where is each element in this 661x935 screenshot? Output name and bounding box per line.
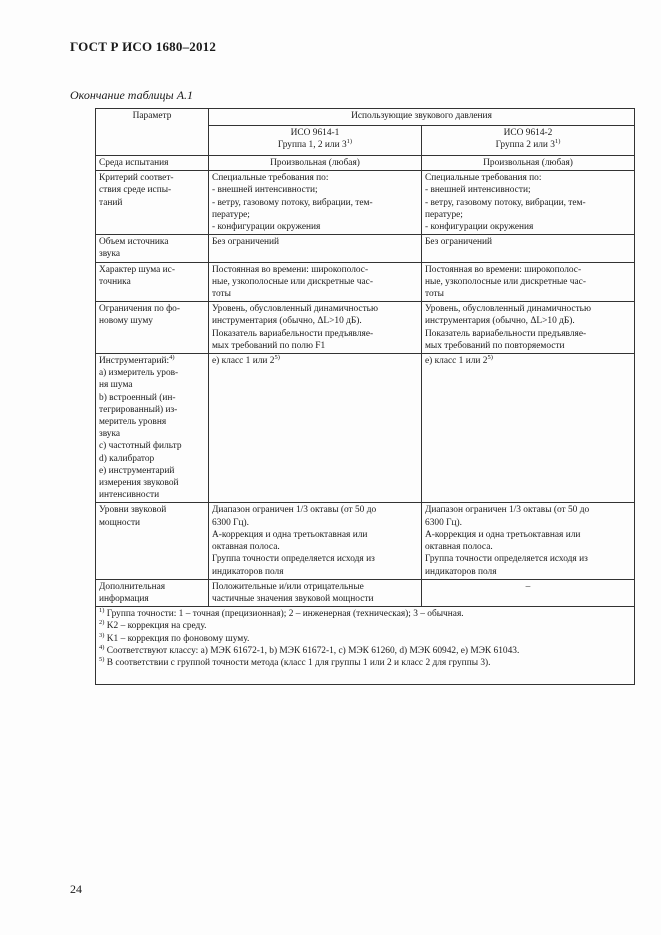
table-row xyxy=(96,354,635,503)
document-title: ГОСТ Р ИСО 1680–2012 xyxy=(70,39,217,54)
value-cell: Произвольная (любая) xyxy=(209,156,422,171)
value-cell: Без ограничений xyxy=(422,235,635,262)
param-cell: Объем источника звука xyxy=(96,235,209,262)
value-cell: e) класс 1 или 2$^{5)}$ xyxy=(209,354,422,503)
value-cell: – xyxy=(422,579,635,606)
param-cell: Ограничения по фо- новому шуму xyxy=(96,302,209,354)
value-cell: Диапазон ограничен 1/3 октавы (от 50 до 6300 Гц). А-коррекция и одна третьоктавная или октавная полоса. Группа точности определяется исходя из индикаторов поля xyxy=(209,503,422,579)
footnote: $^{3)}$ K1 – коррекция по фоновому шуму. xyxy=(99,631,250,644)
param-cell: Критерий соответ- ствия среде испы- таний xyxy=(96,171,209,235)
table-notes-row xyxy=(96,607,635,685)
table-row xyxy=(96,302,635,354)
value-cell: Уровень, обусловленный динамичностью инструментария (обычно, ΔL>10 дБ). Показатель вариабельности предъявляе- мых требований по повторяемости xyxy=(422,302,635,354)
value-cell: Специальные требования по: - внешней интенсивности; - ветру, газовому потоку, вибрации, тем- пературе; - конфигурации окружения xyxy=(422,171,635,235)
col2-header xyxy=(422,125,635,155)
standards-table xyxy=(95,108,635,685)
group-header: Использующие звукового давления xyxy=(209,109,635,126)
table-row xyxy=(96,262,635,302)
table-row xyxy=(96,235,635,262)
col1-header xyxy=(209,125,422,155)
table-row xyxy=(96,171,635,235)
value-cell: Положительные и/или отрицательные частичные значения звуковой мощности xyxy=(209,579,422,606)
table-row xyxy=(96,156,635,171)
col2-group: Группа 2 или 3$^{1)}$ xyxy=(495,137,561,150)
value-cell: Без ограничений xyxy=(209,235,422,262)
value-cell: Произвольная (любая) xyxy=(422,156,635,171)
param-cell: Инструментарий:$^{4)}$ а) измеритель уров- ня шума b) встроенный (ин- тегрированный) из- меритель уровня звука c) частотный фильтр d) калибратор e) инструментарий измерения звуковой интенсивности xyxy=(96,354,209,503)
footnote: $^{5)}$ В соответствии с группой точности метода (класс 1 для группы 1 или 2 и класс 2 для группы 3). xyxy=(99,655,491,668)
col2-standard: ИСО 9614-2 xyxy=(503,127,553,138)
value-cell: e) класс 1 или 2$^{5)}$ xyxy=(422,354,635,503)
param-cell: Уровни звуковой мощности xyxy=(96,503,209,579)
footnote: $^{1)}$ Группа точности: 1 – точная (прецизионная); 2 – инженерная (техническая); 3 – обычная. xyxy=(99,606,464,620)
value-cell: Постоянная во времени: широкополос- ные, узкополосные или дискретные час- тоты xyxy=(209,262,422,302)
value-cell: Специальные требования по: - внешней интенсивности; - ветру, газовому потоку, вибрации, тем- пературе; - конфигурации окружения xyxy=(209,171,422,235)
table-row xyxy=(96,579,635,606)
param-cell: Дополнительная информация xyxy=(96,579,209,606)
value-cell: Уровень, обусловленный динамичностью инструментария (обычно, ΔL>10 дБ). Показатель вариабельности предъявляе- мых требований по полю F1 xyxy=(209,302,422,354)
footnote: $^{4)}$ Соответствуют классу: а) МЭК 61672-1, b) МЭК 61672-1, c) МЭК 61260, d) МЭК 60942, e) МЭК 61043. xyxy=(99,643,520,656)
param-header: Параметр xyxy=(96,109,209,156)
param-cell: Характер шума ис- точника xyxy=(96,262,209,302)
col1-standard: ИСО 9614-1 xyxy=(290,127,340,138)
table-caption: Окончание таблицы А.1 xyxy=(70,88,194,102)
footnote: $^{2)}$ K2 – коррекция на среду. xyxy=(99,619,207,632)
param-cell: Среда испытания xyxy=(96,156,209,171)
table-notes xyxy=(96,607,635,685)
table-row xyxy=(96,503,635,579)
col1-group: Группа 1, 2 или 3$^{1)}$ xyxy=(277,137,353,150)
value-cell: Диапазон ограничен 1/3 октавы (от 50 до 6300 Гц). А-коррекция и одна третьоктавная или октавная полоса. Группа точности определяется исходя из индикаторов поля xyxy=(422,503,635,579)
value-cell: Постоянная во времени: широкополос- ные, узкополосные или дискретные час- тоты xyxy=(422,262,635,302)
page-number: 24 xyxy=(70,882,82,896)
